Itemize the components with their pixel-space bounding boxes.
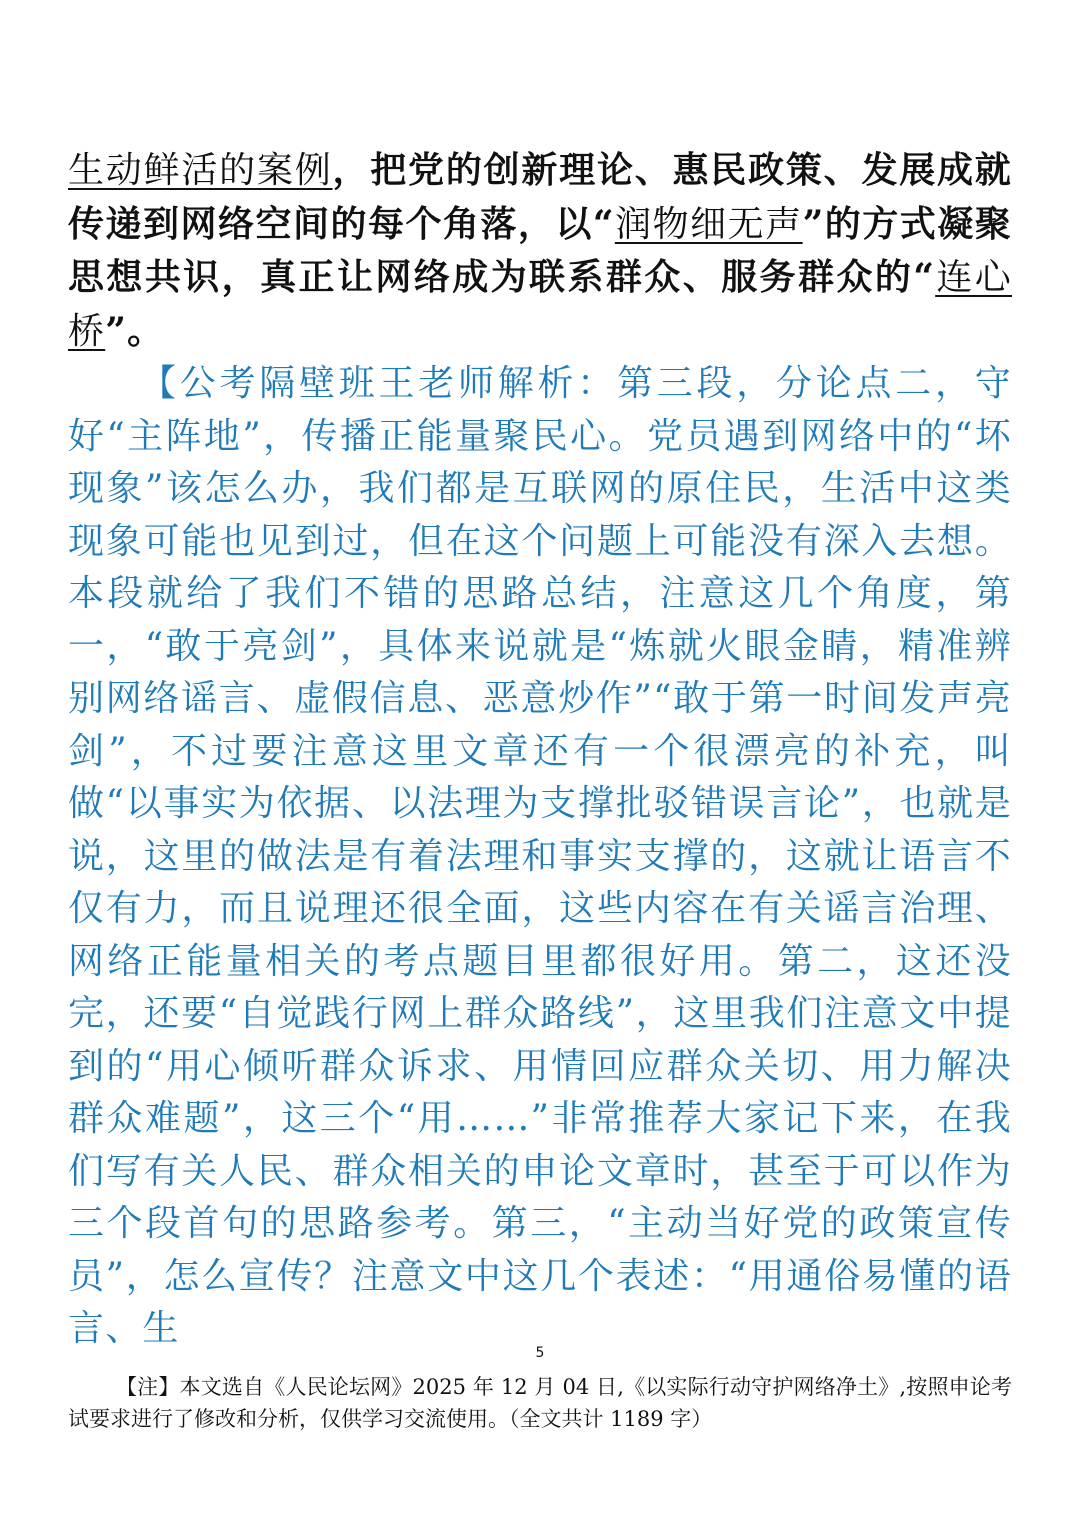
- underlined-phrase: 生动鲜活的案例: [68, 150, 333, 191]
- analysis-paragraph: 【公考隔壁班王老师解析：第三段，分论点二，守好“主阵地”，传播正能量聚民心。党员遇到网络中的“坏现象”该怎么办，我们都是互联网的原住民，生活中这类现象可能也见到过，但在这个问题上可能没有深入去想。本段就给了我们不错的思路总结，注意这几个角度，第一，“敢于亮剑”，具体来说就是“炼就火眼金睛，精准辨别网络谣言、虚假信息、恶意炒作”“敢于第一时间发声亮剑”，不过要注意这里文章还有一个很漂亮的补充，叫做“以事实为依据、以法理为支撑批驳错误言论”，也就是说，这里的做法是有着法理和事实支撑的，这就让语言不仅有力，而且说理还很全面，这些内容在有关谣言治理、网络正能量相关的考点题目里都很好用。第二，这还没完，还要“自觉践行网上群众路线”，这里我们注意文中提到的“用心倾听群众诉求、用情回应群众关切、用力解决群众难题”，这三个“用……”非常推荐大家记下来，在我们写有关人民、群众相关的申论文章时，甚至于可以作为三个段首句的思路参考。第三，“主动当好党的政策宣传员”，怎么宣传？注意文中这几个表述：“用通俗易懂的语言、生: [68, 363, 1012, 1349]
- page-body: [68, 144, 1012, 1356]
- main-paragraph: [68, 144, 1012, 358]
- footnote: 【注】本文选自《人民论坛网》2025 年 12 月 04 日,《以实际行动守护网络净土》,按照申论考试要求进行了修改和分析，仅供学习交流使用。（全文共计 1189 字）: [68, 1375, 1012, 1431]
- text-segment: ，把党的创新理论、惠民政策、发展成就传递到网络空间的每个角落，以“: [68, 149, 1012, 245]
- text-segment: ”的方式凝聚思想共识，真正让网络成为联系群众、服务群众的“: [68, 202, 1012, 298]
- underlined-phrase: 连心桥: [68, 257, 1012, 352]
- text-segment: ”。: [105, 309, 165, 352]
- underlined-phrase: 润物细无声: [614, 203, 803, 245]
- page-number: 5: [535, 1345, 545, 1361]
